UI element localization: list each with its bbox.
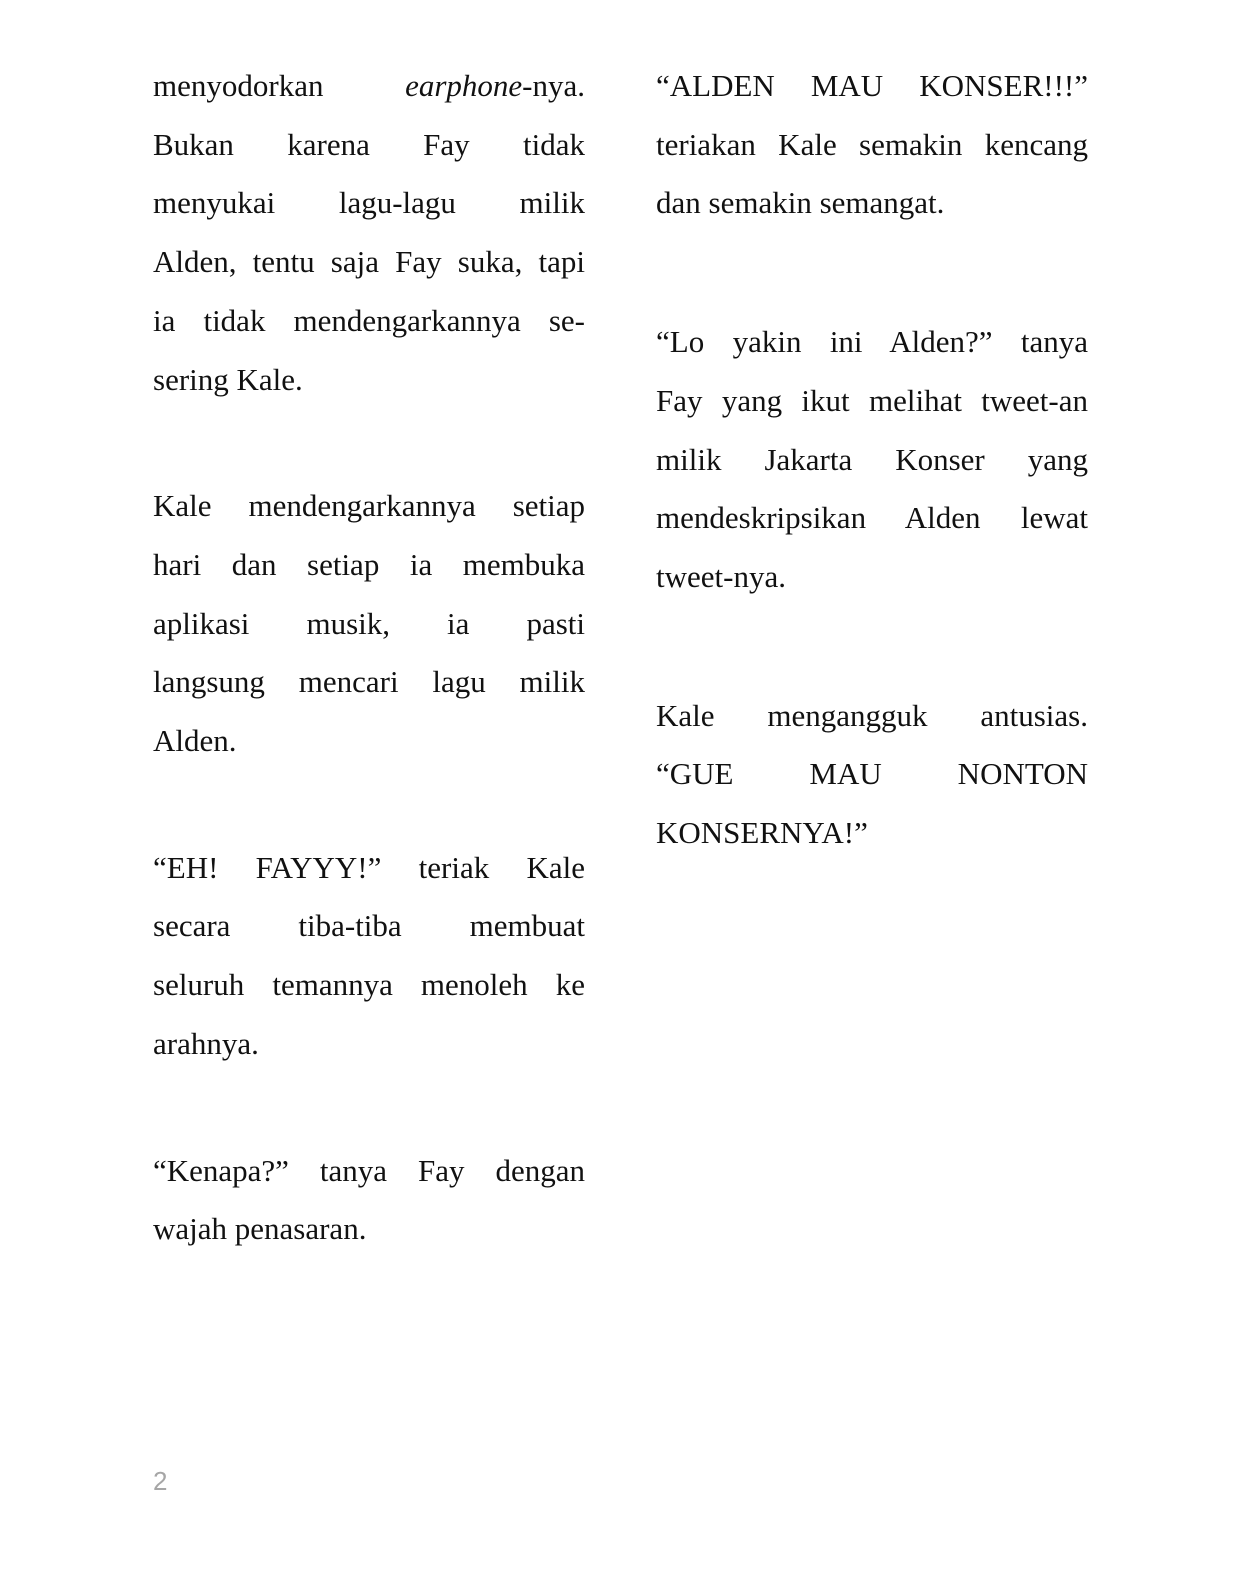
text-line: menyukai lagu-lagu milik [153,185,585,221]
text-line: “EH! FAYYY!” teriak Kale [153,849,585,885]
text-line: KONSERNYA!” [656,815,868,851]
text-line: Alden, tentu saja Fay suka, tapi [153,244,585,280]
text-line: “Kenapa?” tanya Fay dengan [153,1152,585,1188]
text-line: secara tiba-tiba membuat [153,908,585,944]
paragraph [656,57,1088,233]
paragraph [153,57,585,409]
text-line: Alden. [153,723,237,759]
text-line: Kale mengangguk antusias. [656,697,1088,733]
page-number: 2 [153,1466,168,1496]
text-line: “ALDEN MAU KONSER!!!” [656,68,1088,103]
text-line: sering Kale. [153,361,303,397]
text-line: mendeskripsikan Alden lewat [656,500,1088,536]
paragraph [153,477,585,771]
text-line: arahnya. [153,1025,259,1061]
text-line: Bukan karena Fay tidak [153,126,585,162]
paragraph [153,839,585,1074]
paragraph [153,1142,585,1259]
text-line: wajah penasaran. [153,1211,367,1247]
text-line: aplikasi musik, ia pasti [153,605,585,641]
text-line: milik Jakarta Konser yang [656,441,1088,477]
text-line: “GUE MAU NONTON [656,756,1088,792]
text-line: dan semakin semangat. [656,185,945,221]
text-line: hari dan setiap ia membuka [153,546,585,582]
text-line: Kale mendengarkannya setiap [153,488,585,524]
text-line: langsung mencari lagu milik [153,664,585,700]
left-column [153,57,585,1259]
text-line: Fay yang ikut melihat tweet-an [656,382,1088,418]
text-line: “Lo yakin ini Alden?” tanya [656,324,1088,360]
text-line: teriakan Kale semakin kencang [656,126,1088,162]
text-line: menyodorkan earphone-nya. [153,68,585,103]
right-column [656,57,1088,863]
text-line: seluruh temannya menoleh ke [153,967,585,1003]
text-line: tweet-nya. [656,558,786,594]
paragraph [656,313,1088,607]
paragraph [656,687,1088,863]
text-line: ia tidak mendengarkannya se- [153,302,585,338]
